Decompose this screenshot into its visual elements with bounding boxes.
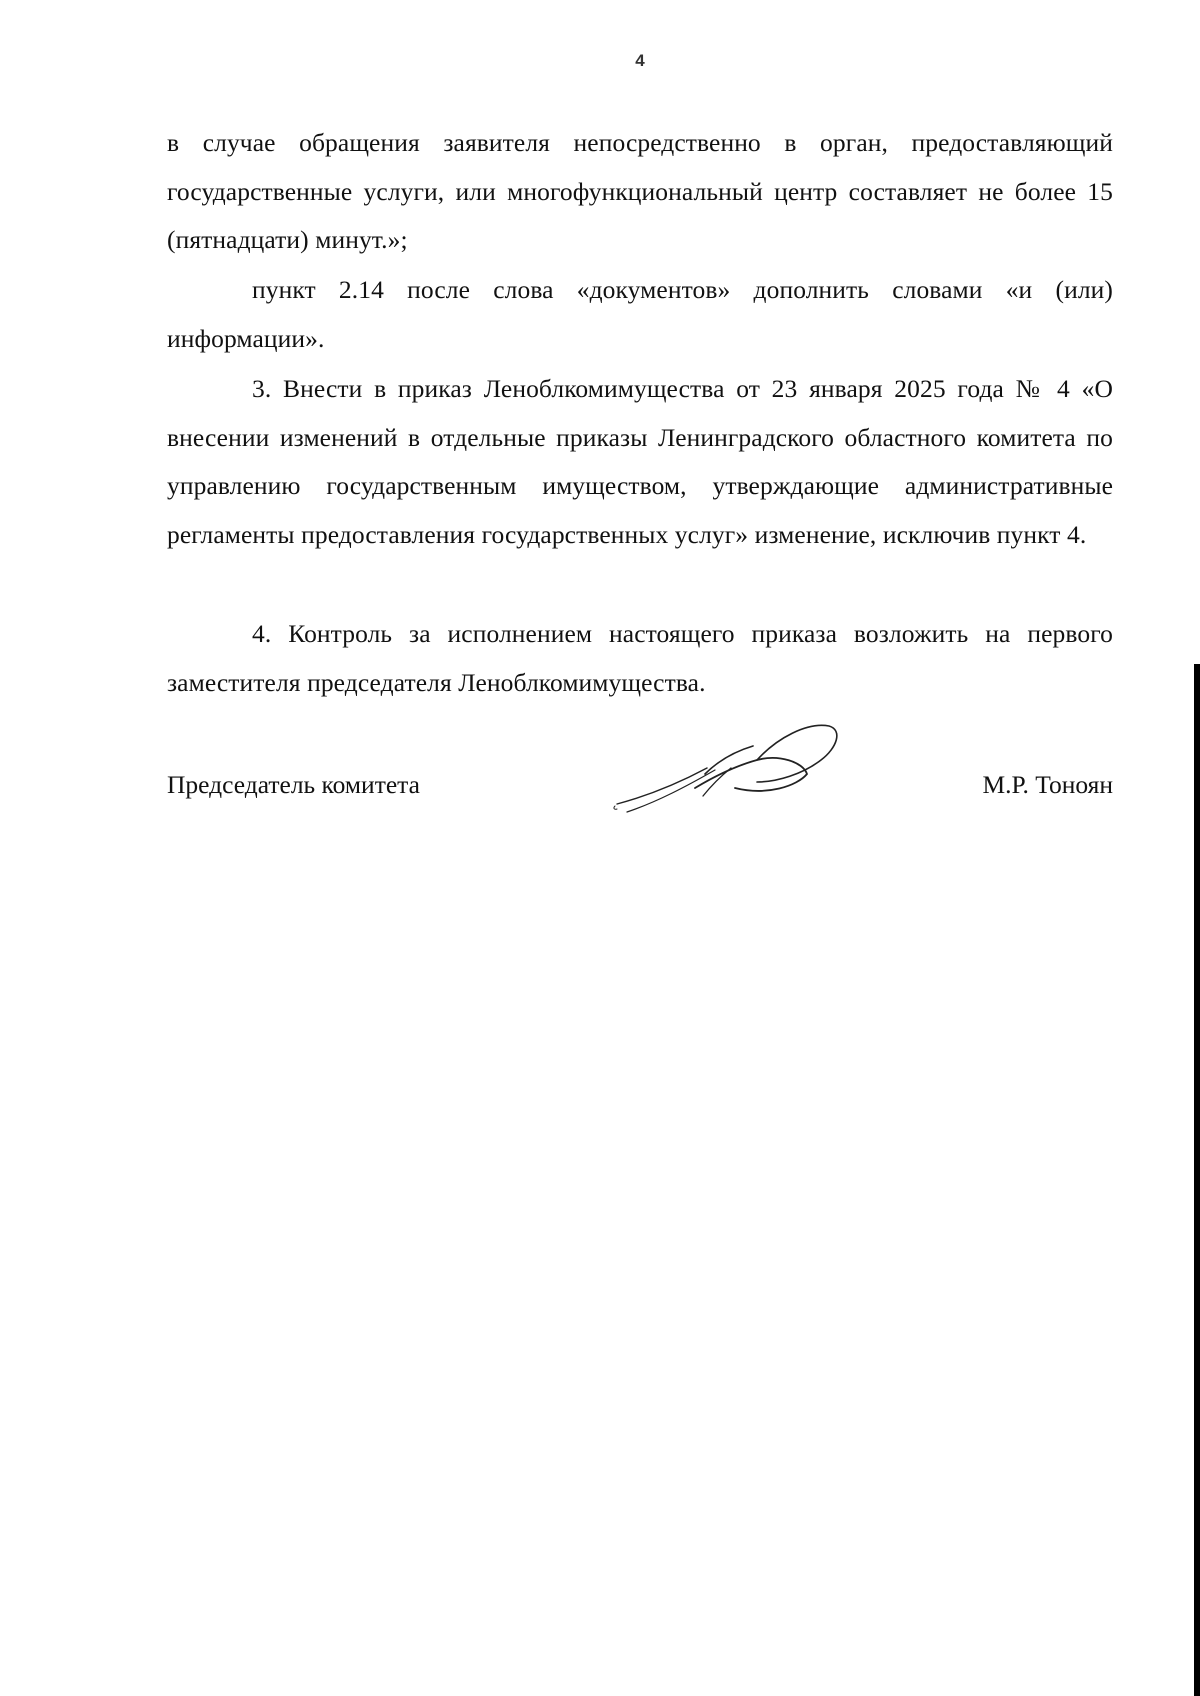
paragraph-item-3 <box>167 365 1113 559</box>
page-number: 4 <box>635 51 645 70</box>
paragraph-text: пункт 2.14 после слова «документов» дополнить словами «и (или) информации». <box>167 275 1113 353</box>
paragraph-text: 3. Внести в приказ Леноблкомимущества от 23 января 2025 года № 4 «О внесении изменений в отдельные приказы Ленинградского областного комитета по управлению государственным имуществом, утверждающие административные регламенты предоставления государственных услуг» изменение, исключив пункт 4. <box>167 374 1113 549</box>
paragraph-continuation <box>167 119 1113 265</box>
signatory-title: Председатель комитета <box>167 770 420 799</box>
handwritten-signature <box>607 716 847 826</box>
paragraph-item-4 <box>167 610 1113 707</box>
paragraph-text: в случае обращения заявителя непосредственно в орган, предоставляющий государственные услуги, или многофункциональный центр составляет не более 15 (пятнадцати) минут.»; <box>167 128 1113 254</box>
signatory-name: М.Р. Тоноян <box>982 770 1113 799</box>
signature-block <box>167 760 1113 820</box>
scan-edge-border <box>1194 664 1200 1696</box>
paragraph-text: 4. Контроль за исполнением настоящего приказа возложить на первого заместителя председателя Леноблкомимущества. <box>167 619 1113 697</box>
paragraph-item-2-14 <box>167 266 1113 363</box>
